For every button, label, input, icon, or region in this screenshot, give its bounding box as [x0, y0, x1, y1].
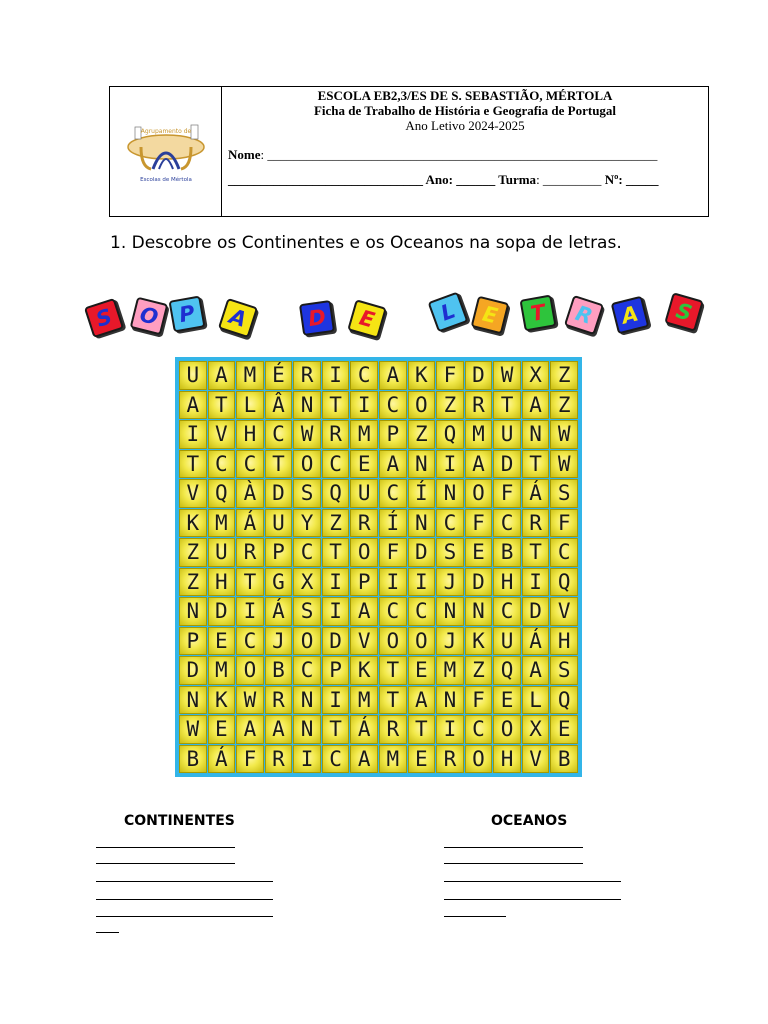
grid-letter-cell[interactable]: S: [436, 538, 464, 567]
grid-letter-cell[interactable]: B: [493, 538, 521, 567]
grid-letter-cell[interactable]: U: [493, 420, 521, 449]
school-logo: [110, 87, 222, 216]
grid-letter-cell[interactable]: T: [322, 715, 350, 744]
grid-letter-cell[interactable]: Q: [322, 479, 350, 508]
grid-letter-cell[interactable]: A: [465, 450, 493, 479]
grid-letter-cell[interactable]: R: [236, 538, 264, 567]
title-letter-tile: D: [299, 300, 335, 336]
grid-letter-cell[interactable]: R: [265, 745, 293, 774]
grid-letter-cell[interactable]: C: [379, 597, 407, 626]
class-fields[interactable]: [228, 172, 700, 188]
continents-title: CONTINENTES: [124, 813, 235, 829]
worksheet-subject: Ficha de Trabalho de História e Geografia de Portugal: [313, 103, 617, 118]
name-blank: : ____________________________________________________________: [260, 147, 658, 162]
grid-letter-cell[interactable]: D: [265, 479, 293, 508]
grid-letter-cell[interactable]: C: [293, 656, 321, 685]
grid-letter-cell[interactable]: Í: [379, 509, 407, 538]
grid-letter-cell[interactable]: H: [493, 745, 521, 774]
turma-blank: : _________: [536, 172, 602, 187]
grid-letter-cell[interactable]: K: [408, 361, 436, 390]
title-letter-tile: A: [611, 296, 650, 335]
grid-letter-cell[interactable]: S: [550, 656, 578, 685]
grid-letter-cell[interactable]: C: [379, 391, 407, 420]
grid-letter-cell[interactable]: O: [236, 656, 264, 685]
grid-letter-cell[interactable]: Q: [208, 479, 236, 508]
grid-letter-cell[interactable]: N: [436, 597, 464, 626]
grid-letter-cell[interactable]: I: [522, 568, 550, 597]
grid-letter-cell[interactable]: Z: [408, 420, 436, 449]
grid-letter-cell[interactable]: Z: [436, 391, 464, 420]
grid-letter-cell[interactable]: I: [322, 361, 350, 390]
grid-letter-cell[interactable]: O: [493, 715, 521, 744]
grid-letter-cell[interactable]: L: [236, 391, 264, 420]
grid-letter-cell[interactable]: O: [293, 450, 321, 479]
grid-letter-cell[interactable]: Í: [408, 479, 436, 508]
ocean-answer-line[interactable]: [444, 847, 583, 848]
grid-letter-cell[interactable]: R: [465, 391, 493, 420]
grid-letter-cell[interactable]: P: [350, 568, 378, 597]
grid-letter-cell[interactable]: F: [465, 509, 493, 538]
grid-letter-cell[interactable]: E: [408, 745, 436, 774]
logo-top-text: Agrupamento de: [140, 127, 191, 135]
grid-letter-cell[interactable]: O: [465, 479, 493, 508]
grid-letter-cell[interactable]: C: [550, 538, 578, 567]
grid-letter-cell[interactable]: É: [265, 361, 293, 390]
grid-letter-cell[interactable]: E: [493, 686, 521, 715]
grid-letter-cell[interactable]: O: [293, 627, 321, 656]
title-letter-tile: S: [664, 292, 704, 332]
grid-letter-cell[interactable]: R: [436, 745, 464, 774]
grid-letter-cell[interactable]: S: [550, 479, 578, 508]
grid-letter-cell[interactable]: T: [179, 450, 207, 479]
grid-letter-cell[interactable]: T: [208, 391, 236, 420]
grid-letter-cell[interactable]: C: [208, 450, 236, 479]
title-letter-tile: S: [84, 298, 124, 338]
grid-letter-cell[interactable]: C: [493, 597, 521, 626]
grid-letter-cell[interactable]: N: [293, 391, 321, 420]
grid-letter-cell[interactable]: K: [208, 686, 236, 715]
grid-letter-cell[interactable]: W: [493, 361, 521, 390]
exercise-instruction: 1. Descobre os Continentes e os Oceanos na sopa de letras.: [110, 233, 622, 253]
grid-letter-cell[interactable]: W: [550, 450, 578, 479]
grid-letter-cell[interactable]: E: [550, 715, 578, 744]
grid-letter-cell[interactable]: F: [465, 686, 493, 715]
number-field: Nº: _____: [601, 172, 659, 187]
grid-letter-cell[interactable]: T: [522, 450, 550, 479]
grid-letter-cell[interactable]: Z: [179, 538, 207, 567]
grid-letter-cell[interactable]: V: [522, 745, 550, 774]
grid-letter-cell[interactable]: Z: [550, 361, 578, 390]
grid-letter-cell[interactable]: I: [322, 568, 350, 597]
title-letter-tile: L: [427, 291, 468, 332]
grid-letter-cell[interactable]: C: [465, 715, 493, 744]
grid-letter-cell[interactable]: M: [465, 420, 493, 449]
grid-letter-cell[interactable]: C: [350, 361, 378, 390]
grid-letter-cell[interactable]: F: [493, 479, 521, 508]
grid-letter-cell[interactable]: Â: [265, 391, 293, 420]
grid-letter-cell[interactable]: N: [179, 597, 207, 626]
grid-letter-cell[interactable]: P: [265, 538, 293, 567]
grid-letter-cell[interactable]: D: [179, 656, 207, 685]
grid-letter-cell[interactable]: I: [350, 391, 378, 420]
continent-answer-line[interactable]: [96, 916, 273, 917]
grid-letter-cell[interactable]: C: [236, 450, 264, 479]
grid-letter-cell[interactable]: R: [350, 509, 378, 538]
grid-letter-cell[interactable]: Q: [493, 656, 521, 685]
grid-letter-cell[interactable]: E: [350, 450, 378, 479]
grid-letter-cell[interactable]: T: [379, 686, 407, 715]
grid-letter-cell[interactable]: A: [179, 391, 207, 420]
grid-letter-cell[interactable]: D: [208, 597, 236, 626]
grid-letter-cell[interactable]: O: [379, 627, 407, 656]
grid-letter-cell[interactable]: W: [550, 420, 578, 449]
grid-letter-cell[interactable]: V: [350, 627, 378, 656]
grid-letter-cell[interactable]: N: [293, 715, 321, 744]
grid-letter-cell[interactable]: F: [236, 745, 264, 774]
grid-letter-cell[interactable]: C: [408, 597, 436, 626]
continent-answer-line[interactable]: [96, 881, 273, 882]
grid-letter-cell[interactable]: C: [236, 627, 264, 656]
grid-letter-cell[interactable]: Q: [550, 686, 578, 715]
grid-letter-cell[interactable]: V: [179, 479, 207, 508]
header-table: [109, 86, 709, 217]
grid-letter-cell[interactable]: C: [493, 509, 521, 538]
grid-letter-cell[interactable]: T: [322, 538, 350, 567]
name-label: Nome: [228, 147, 261, 162]
grid-letter-cell[interactable]: V: [550, 597, 578, 626]
grid-letter-cell[interactable]: A: [265, 715, 293, 744]
grid-letter-cell[interactable]: O: [408, 391, 436, 420]
grid-letter-cell[interactable]: Á: [350, 715, 378, 744]
grid-letter-cell[interactable]: F: [379, 538, 407, 567]
grid-letter-cell[interactable]: D: [322, 627, 350, 656]
grid-letter-cell[interactable]: P: [379, 420, 407, 449]
grid-letter-cell[interactable]: C: [322, 745, 350, 774]
grid-letter-cell[interactable]: T: [493, 391, 521, 420]
grid-letter-cell[interactable]: E: [465, 538, 493, 567]
grid-letter-cell[interactable]: I: [408, 568, 436, 597]
grid-letter-cell[interactable]: Z: [179, 568, 207, 597]
grid-letter-cell[interactable]: R: [293, 361, 321, 390]
grid-letter-cell[interactable]: Á: [236, 509, 264, 538]
continent-answer-line[interactable]: [96, 863, 235, 864]
grid-letter-cell[interactable]: C: [293, 538, 321, 567]
grid-letter-cell[interactable]: H: [208, 568, 236, 597]
grid-letter-cell[interactable]: N: [436, 479, 464, 508]
title-letter-tile: T: [519, 294, 556, 331]
grid-letter-cell[interactable]: I: [379, 568, 407, 597]
grid-letter-cell[interactable]: K: [350, 656, 378, 685]
grid-letter-cell[interactable]: D: [493, 450, 521, 479]
continent-answer-line[interactable]: [96, 932, 119, 933]
grid-letter-cell[interactable]: X: [522, 715, 550, 744]
grid-letter-cell[interactable]: À: [236, 479, 264, 508]
grid-letter-cell[interactable]: A: [379, 450, 407, 479]
grid-letter-cell[interactable]: I: [322, 597, 350, 626]
grid-letter-cell[interactable]: M: [208, 509, 236, 538]
grid-letter-cell[interactable]: R: [522, 509, 550, 538]
header-info: [222, 87, 708, 216]
year-class-label: ______________________________ Ano: ______ Turma: [228, 172, 537, 187]
grid-letter-cell[interactable]: G: [265, 568, 293, 597]
grid-letter-cell[interactable]: I: [179, 420, 207, 449]
grid-letter-cell[interactable]: N: [293, 686, 321, 715]
grid-letter-cell[interactable]: H: [236, 420, 264, 449]
grid-letter-cell[interactable]: U: [208, 538, 236, 567]
continent-answer-line[interactable]: [96, 899, 273, 900]
grid-letter-cell[interactable]: A: [350, 597, 378, 626]
grid-letter-cell[interactable]: B: [550, 745, 578, 774]
grid-letter-cell[interactable]: U: [493, 627, 521, 656]
grid-letter-cell[interactable]: I: [322, 686, 350, 715]
grid-letter-cell[interactable]: E: [208, 627, 236, 656]
grid-letter-cell[interactable]: R: [322, 420, 350, 449]
grid-letter-cell[interactable]: M: [350, 420, 378, 449]
grid-letter-cell[interactable]: T: [408, 715, 436, 744]
name-field[interactable]: [228, 147, 698, 163]
grid-letter-cell[interactable]: A: [208, 361, 236, 390]
grid-letter-cell[interactable]: Q: [436, 420, 464, 449]
grid-letter-cell[interactable]: O: [465, 745, 493, 774]
grid-letter-cell[interactable]: B: [265, 656, 293, 685]
grid-letter-cell[interactable]: C: [436, 509, 464, 538]
grid-letter-cell[interactable]: B: [179, 745, 207, 774]
grid-letter-cell[interactable]: E: [408, 656, 436, 685]
grid-letter-cell[interactable]: J: [265, 627, 293, 656]
grid-letter-cell[interactable]: V: [208, 420, 236, 449]
grid-letter-cell[interactable]: O: [408, 627, 436, 656]
grid-letter-cell[interactable]: K: [179, 509, 207, 538]
grid-letter-cell[interactable]: A: [350, 745, 378, 774]
grid-letter-cell[interactable]: H: [493, 568, 521, 597]
grid-letter-cell[interactable]: D: [465, 361, 493, 390]
grid-letter-cell[interactable]: R: [265, 686, 293, 715]
grid-letter-cell[interactable]: Á: [208, 745, 236, 774]
grid-letter-cell[interactable]: X: [293, 568, 321, 597]
word-search-grid[interactable]: [175, 357, 582, 777]
ocean-answer-line[interactable]: [444, 863, 583, 864]
grid-letter-cell[interactable]: T: [236, 568, 264, 597]
grid-letter-cell[interactable]: M: [236, 361, 264, 390]
grid-letter-cell[interactable]: A: [522, 656, 550, 685]
grid-letter-cell[interactable]: C: [379, 479, 407, 508]
continent-answer-line[interactable]: [96, 847, 235, 848]
grid-letter-cell[interactable]: X: [522, 361, 550, 390]
school-logo-icon: [121, 117, 211, 187]
grid-letter-cell[interactable]: C: [265, 420, 293, 449]
grid-letter-cell[interactable]: Y: [293, 509, 321, 538]
grid-letter-cell[interactable]: Z: [550, 391, 578, 420]
ocean-answer-line[interactable]: [444, 881, 621, 882]
title-letter-tile: P: [168, 295, 205, 332]
grid-letter-cell[interactable]: Z: [465, 656, 493, 685]
grid-letter-cell[interactable]: N: [436, 686, 464, 715]
grid-letter-cell[interactable]: R: [379, 715, 407, 744]
grid-letter-cell[interactable]: N: [408, 450, 436, 479]
grid-letter-cell[interactable]: Z: [322, 509, 350, 538]
ocean-answer-line[interactable]: [444, 916, 506, 917]
grid-letter-cell[interactable]: M: [436, 656, 464, 685]
title-letter-tile: E: [471, 296, 510, 335]
grid-letter-cell[interactable]: T: [265, 450, 293, 479]
title-letter-tile: R: [564, 295, 604, 335]
logo-bottom-text: Escolas de Mértola: [139, 176, 192, 183]
school-year: Ano Letivo 2024-2025: [405, 118, 525, 133]
grid-letter-cell[interactable]: A: [408, 686, 436, 715]
grid-letter-cell[interactable]: U: [350, 479, 378, 508]
grid-letter-cell[interactable]: I: [436, 450, 464, 479]
grid-letter-cell[interactable]: M: [350, 686, 378, 715]
grid-letter-cell[interactable]: Á: [522, 479, 550, 508]
grid-letter-cell[interactable]: A: [236, 715, 264, 744]
grid-letter-cell[interactable]: O: [350, 538, 378, 567]
grid-letter-cell[interactable]: J: [436, 627, 464, 656]
grid-letter-cell[interactable]: T: [522, 538, 550, 567]
grid-letter-cell[interactable]: I: [293, 745, 321, 774]
grid-letter-cell[interactable]: I: [236, 597, 264, 626]
title-letter-tile: A: [218, 298, 258, 338]
grid-letter-cell[interactable]: T: [322, 391, 350, 420]
grid-letter-cell[interactable]: P: [322, 656, 350, 685]
grid-letter-cell[interactable]: C: [322, 450, 350, 479]
grid-letter-cell[interactable]: L: [522, 686, 550, 715]
title-letter-tile: O: [130, 297, 169, 336]
grid-letter-cell[interactable]: J: [436, 568, 464, 597]
grid-letter-cell[interactable]: P: [179, 627, 207, 656]
grid-letter-cell[interactable]: A: [522, 391, 550, 420]
grid-letter-cell[interactable]: M: [379, 745, 407, 774]
grid-letter-cell[interactable]: F: [550, 509, 578, 538]
grid-letter-cell[interactable]: Á: [265, 597, 293, 626]
ocean-answer-line[interactable]: [444, 899, 621, 900]
grid-letter-cell[interactable]: I: [436, 715, 464, 744]
grid-letter-cell[interactable]: D: [408, 538, 436, 567]
grid-letter-cell[interactable]: N: [522, 420, 550, 449]
grid-letter-cell[interactable]: N: [179, 686, 207, 715]
grid-letter-cell[interactable]: N: [465, 597, 493, 626]
grid-letter-cell[interactable]: K: [465, 627, 493, 656]
grid-letter-cell[interactable]: E: [208, 715, 236, 744]
oceans-title: OCEANOS: [491, 813, 568, 829]
school-name: ESCOLA EB2,3/ES DE S. SEBASTIÃO, MÉRTOLA: [317, 88, 613, 103]
grid-letter-cell[interactable]: W: [293, 420, 321, 449]
grid-letter-cell[interactable]: T: [379, 656, 407, 685]
grid-letter-cell[interactable]: N: [408, 509, 436, 538]
grid-letter-cell[interactable]: D: [522, 597, 550, 626]
grid-letter-cell[interactable]: H: [550, 627, 578, 656]
grid-letter-cell[interactable]: Á: [522, 627, 550, 656]
grid-letter-cell[interactable]: D: [465, 568, 493, 597]
grid-letter-cell[interactable]: M: [208, 656, 236, 685]
grid-letter-cell[interactable]: A: [379, 361, 407, 390]
grid-letter-cell[interactable]: W: [179, 715, 207, 744]
grid-letter-cell[interactable]: U: [179, 361, 207, 390]
grid-letter-cell[interactable]: W: [236, 686, 264, 715]
grid-letter-cell[interactable]: S: [293, 479, 321, 508]
grid-letter-cell[interactable]: U: [265, 509, 293, 538]
grid-letter-cell[interactable]: Q: [550, 568, 578, 597]
grid-letter-cell[interactable]: F: [436, 361, 464, 390]
title-letter-tile: E: [347, 299, 387, 339]
grid-letter-cell[interactable]: S: [293, 597, 321, 626]
